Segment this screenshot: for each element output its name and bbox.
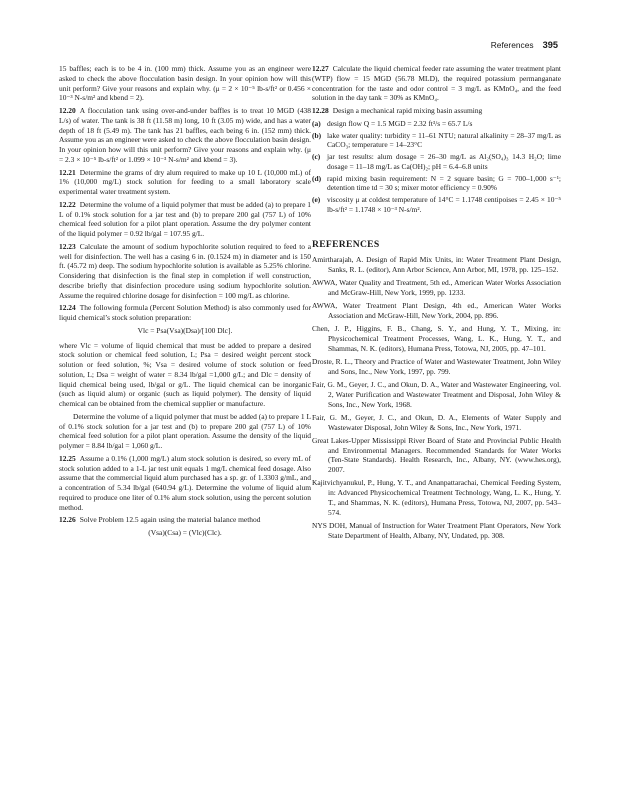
item-label: (d) <box>312 173 322 183</box>
references-heading: REFERENCES <box>312 238 380 250</box>
problem-12-28 <box>312 106 561 116</box>
item-label: (b) <box>312 130 322 140</box>
variable-definitions: where Vlc = volume of liquid chemical that must be added to prepare a desired stock solution or chemical feed solution, L; Psa = desired weight percent stock solution or feed solution, %; Vsa = desired volume of stock solution or feed solution, L; Dsa = weight of water = 8.34 lb/gal =1,000 g/L; and Dlc = density of liquid chemical being used, lb/gal or g/L. The liquid chemical can be inorganic (such as liquid alum) or organic (such as liquid polymer). The density of liquid chemical can be obtained from the chemical supplier or manufacture. <box>59 340 311 408</box>
reference-entry: Fair, G. M., Geyer, J. C., and Okun, D. A., Elements of Water Supply and Wastewater Disposal, John Wiley & Sons, Inc., New York, 1971. <box>312 412 561 432</box>
item-label: (c) <box>312 152 321 161</box>
problem-number: 12.20 <box>59 106 76 115</box>
problem-12-20 <box>59 106 311 165</box>
list-item <box>312 131 561 151</box>
reference-entry: Fair, G. M., Geyer, J. C., and Okun, D. A., Water and Wastewater Engineering, vol. 2, Water Purification and Wastewater Treatment and Disposal, John Wiley & Sons, Inc., New York, 1968. <box>312 380 561 409</box>
formula-percent-solution: Vlc = Psa(Vsa)(Dsa)/[100 Dlc]. <box>137 325 233 335</box>
problem-12-25 <box>59 454 311 513</box>
problem-text: Design a mechanical rapid mixing basin assuming <box>332 106 483 115</box>
problem-12-21 <box>59 168 311 197</box>
problem-number: 12.24 <box>59 303 76 313</box>
problem-12-24 <box>59 303 311 323</box>
problem-number: 12.23 <box>59 241 76 251</box>
reference-entry: Chen, J. P., Higgins, F. B., Chang, S. Y., and Hung, Y. T., Mixing, in: Physicochemical Treatment Processes, Wang, L. K., Hung, Y. T., and Shammas, N. K. (editors), Humana Press, Totowa, NJ, 2005, pp. 47–101. <box>312 324 561 353</box>
item-label: (e) <box>312 195 321 204</box>
problem-number: 12.25 <box>59 453 76 463</box>
problem-12-22 <box>59 200 311 239</box>
problem-text: Solve Problem 12.5 again using the material balance method <box>79 515 261 525</box>
reference-entry: Kajitvichyanukul, P., Hung, Y. T., and Ananpattarachai, Chemical Feeding System, in: Advanced Physicochemical Treatment Technology, Wang, L. K., Hung, Y. T., and Shammas, N. K. (editors), Humana Press, Totowa, NJ, 2007, pp. 543–574. <box>312 478 561 517</box>
page-number: 395 <box>542 40 558 50</box>
problem-number: 12.26 <box>59 515 76 525</box>
reference-entry: Great Lakes-Upper Mississippi River Board of State and Provincial Public Health and Environmental Managers. Recommended Standards for Water Works (Ten-State Standards). Health Research, Inc., Albany, NY. (www.hes.org), 2007. <box>312 435 561 474</box>
problem-text: Determine the grams of dry alum required to make up 10 L (10,000 mL) of 1% (10,000 mg/L) stock solution for feeding to a small laboratory scale experimental water treatment system. <box>59 167 311 196</box>
problem-text: Determine the volume of a liquid polymer that must be added (a) to prepare 1 L of 0.1% stock solution for a jar test and (b) to prepare 200 gal (757 L) of 10% chemical feed solution for a pilot plant operation. Assume the dry polymer content of the liquid polymer = 0.92 lb/gal = 107.95 g/L. <box>59 199 311 238</box>
problem-12-24-task: Determine the volume of a liquid polymer that must be added (a) to prepare 1 L of 0.1% stock solution for a jar test and (b) to prepare 200 gal (757 L) of 10% chemical feed solution for a pilot plant operation. Assume the density of the liquid polymer = 8.84 lb/gal = 1,060 g/L. <box>59 411 311 450</box>
reference-entry: Droste, R. L., Theory and Practice of Water and Wastewater Treatment, John Wiley and Sons, Inc., New York, 1997, pp. 799. <box>312 357 561 376</box>
header-title: References <box>490 40 534 50</box>
left-column <box>59 64 311 543</box>
item-text: rapid mixing basin requirement: N = 2 square basin; G = 700–1,000 s⁻¹; detention time td = 30 s; mixer motor efficiency = 0.90% <box>327 173 561 193</box>
problem-continued: 15 baffles; each is to be 4 in. (100 mm) thick. Assume you as an engineer were asked to check the above flocculation basin design. In your opinion how will this unit perform? Give your reasons and explain why. (μ = 2 × 10⁻⁵ lb-s/ft² or 0.456 × 10⁻³ N-s/m² and kbend = 2). <box>59 64 311 103</box>
problem-text: Assume a 0.1% (1,000 mg/L) alum stock solution is desired, so every mL of stock solution added to a 1-L jar test unit equals 1 mg/L chemical feed dosage. Also assume that the commercial liquid alum purchased has a sp. gr. of 1.3303 g/mL, and a concentration of 5.34 lb/gal (640.94 g/L). Determine the volume of liquid alum required to produce one liter of 0.1% alum stock solution, using the percent solution method. <box>59 453 311 512</box>
list-item <box>312 119 561 129</box>
item-label: (a) <box>312 118 321 128</box>
right-column <box>312 64 561 544</box>
formula-material-balance: (Vsa)(Csa) = (Vlc)(Clc). <box>148 528 222 537</box>
reference-entry: NYS DOH, Manual of Instruction for Water Treatment Plant Operators, New York State Department of Health, Albany, NY, Undated, pp. 308. <box>312 520 561 540</box>
item-text: design flow Q = 1.5 MGD = 2.32 ft³/s = 65.7 L/s <box>327 118 473 128</box>
design-assumptions-list <box>312 119 561 215</box>
references-list <box>312 255 561 540</box>
item-text: jar test results: alum dosage = 26–30 mg/L as Al₂(SO₄)₃ 14.3 H₂O; lime dosage = 11–18 mg/L as Ca(OH)₂; pH = 6.4–6.8 units <box>327 152 561 171</box>
problem-12-26 <box>59 515 311 525</box>
problem-text: The following formula (Percent Solution Method) is also commonly used for liquid chemical’s stock solution preparation: <box>59 303 311 322</box>
reference-entry: Amirtharajah, A. Design of Rapid Mix Units, in: Water Treatment Plant Design, Sanks, R. L. (editor), Ann Arbor Science, Ann Arbor, MI, 1978, pp. 125–152. <box>312 255 561 274</box>
item-text: viscosity μ at coldest temperature of 14°C = 1.1748 centipoises = 2.45 × 10⁻⁵ lb-s/ft² = 1.1748 × 10⁻³ N-s/m². <box>327 195 561 214</box>
problem-text: Calculate the amount of sodium hypochlorite solution required to feed to a well for disinfection. The well has a casing 6 in. (0.1524 m) in diameter and is 150 ft. (45.72 m) deep. The sodium hypochlorite solution is available as 5.25% chlorine. Considering that disinfection is the final step in completion if well construction, describe briefly that disinfection procedure using sodium hypochlorite solution. Assume the required chlorine dosage for disinfection = 100 mg/L as chlorine. <box>59 241 311 300</box>
problem-text: A flocculation tank using over-and-under baffles is to treat 10 MGD (438 L/s) of water. The tank is 38 ft (11.58 m) long, 10 ft (3.05 m) wide, and has a water depth of 18 ft (5.49 m). The tank has 21 baffles, each being 6 in. (152 mm) thick. Assume you as an engineer were asked to check the above flocculation basin design. In your opinion how will this unit perform? Give your reasons and explain why. (μ = 2.3 × 10⁻⁵ lb-s/ft² or 1.099 × 10⁻³ N-s/m² and kbend = 3). <box>59 106 311 164</box>
reference-entry: AWWA, Water Quality and Treatment, 5th ed., American Water Works Association and McGraw-Hill, New York, 1999, pp. 1233. <box>312 278 561 297</box>
list-item <box>312 152 561 172</box>
list-item <box>312 174 561 194</box>
running-header <box>491 40 558 50</box>
problem-number: 12.28 <box>312 106 329 115</box>
problem-12-23 <box>59 242 311 301</box>
problem-number: 12.27 <box>312 64 329 73</box>
problem-text: Calculate the liquid chemical feeder rate assuming the water treatment plant (WTP) flow = 15 MGD (56.78 MLD), the required potassium permanganate concentration for the taste and odor control = 3 mg/L as KMnO₄, and the feed solution in the day tank = 30% as KMnO₄. <box>312 64 561 103</box>
list-item <box>312 195 561 215</box>
problem-number: 12.21 <box>59 167 76 177</box>
problem-number: 12.22 <box>59 199 76 209</box>
reference-entry: AWWA, Water Treatment Plant Design, 4th ed., American Water Works Association and McGraw-Hill, New York, 2004, pp. 896. <box>312 301 561 320</box>
problem-12-27 <box>312 64 561 103</box>
item-text: lake water quality: turbidity = 11–61 NTU; natural alkalinity = 28–37 mg/L as CaCO₃; temperature = 14–23°C <box>327 130 561 150</box>
